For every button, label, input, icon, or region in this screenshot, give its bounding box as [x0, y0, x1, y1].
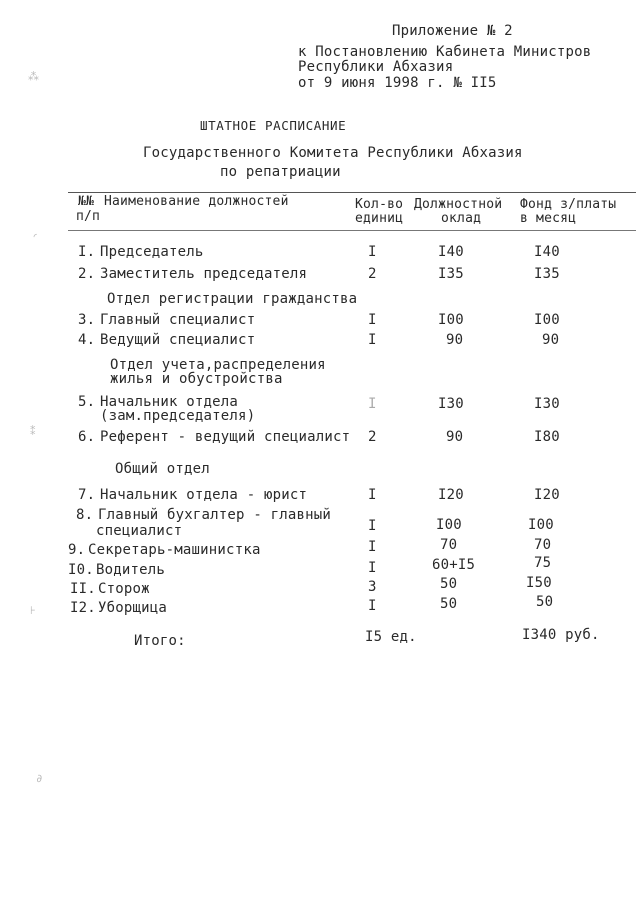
col-header-count-2: единиц	[355, 211, 404, 226]
row-position-name: Заместитель председателя	[100, 266, 308, 282]
document-subtitle-1: Государственного Комитета Республики Абхазия	[143, 145, 523, 161]
row-count: I	[368, 598, 377, 614]
row-position-name: Секретарь-машинистка	[88, 542, 261, 558]
row-salary: I35	[438, 266, 464, 282]
row-fund: I40	[534, 244, 560, 260]
row-salary: 50	[440, 596, 458, 612]
section-heading: жилья и обустройства	[110, 371, 283, 387]
col-header-name: Наименование должностей	[104, 194, 289, 209]
punch-hole-mark: ∂	[36, 772, 43, 785]
row-count: I	[368, 518, 377, 534]
row-number: 6.	[78, 429, 96, 445]
punch-hole-mark: ⊦	[30, 604, 36, 617]
appendix-republic: Республики Абхазия	[298, 59, 454, 75]
row-salary: 60+I5	[432, 557, 476, 573]
row-number: II.	[70, 581, 96, 597]
row-count: I	[368, 332, 377, 348]
row-number: 8.	[76, 507, 94, 523]
row-salary: I00	[436, 517, 462, 533]
row-salary: 90	[446, 332, 464, 348]
col-header-num-1: №№	[78, 194, 95, 209]
row-count: 3	[368, 579, 377, 595]
row-number: 3.	[78, 312, 96, 328]
row-fund: 75	[534, 555, 552, 571]
row-position-name: Ведущий специалист	[100, 332, 256, 348]
row-position-name: Сторож	[98, 581, 150, 597]
header-rule	[68, 192, 636, 193]
row-count: 2	[368, 429, 377, 445]
row-position-name: Референт - ведущий специалист	[100, 429, 351, 445]
total-count: I5 ед.	[365, 629, 417, 645]
row-count: I	[368, 244, 377, 260]
row-salary: I00	[438, 312, 464, 328]
row-fund: I50	[526, 575, 552, 591]
header-bottom-rule	[68, 230, 636, 231]
row-fund: I30	[534, 396, 560, 412]
document-title: ШТАТНОЕ РАСПИСАНИЕ	[200, 118, 347, 133]
row-count: I	[368, 396, 377, 412]
row-number: 4.	[78, 332, 96, 348]
row-salary: 50	[440, 576, 458, 592]
row-fund: I20	[534, 487, 560, 503]
col-header-fund-2: в месяц	[520, 211, 577, 226]
col-header-salary-2: оклад	[441, 211, 482, 226]
punch-hole-mark: ⁂	[28, 70, 39, 83]
col-header-count-1: Кол-во	[355, 197, 404, 212]
row-position-name: Уборщица	[98, 600, 168, 616]
row-number: 2.	[78, 266, 96, 282]
row-number: 7.	[78, 487, 96, 503]
row-fund: I80	[534, 429, 560, 445]
row-number: I0.	[68, 562, 94, 578]
section-heading: Отдел учета,распределения	[110, 357, 326, 373]
row-number: 9.	[68, 542, 86, 558]
section-heading: Общий отдел	[115, 461, 210, 477]
appendix-resolution: к Постановлению Кабинета Министров	[298, 44, 592, 60]
row-fund: I00	[528, 517, 554, 533]
row-fund: I00	[534, 312, 560, 328]
punch-hole-mark: ⁑	[30, 425, 36, 438]
row-number: 5.	[78, 394, 96, 410]
row-position-name: (зам.председателя)	[100, 408, 256, 424]
row-count: I	[368, 312, 377, 328]
row-position-name: Начальник отдела	[100, 394, 239, 410]
row-count: I	[368, 539, 377, 555]
row-position-name: Главный специалист	[100, 312, 256, 328]
total-fund: I340 руб.	[522, 627, 600, 643]
row-number: I.	[78, 244, 96, 260]
row-position-name: Председатель	[100, 244, 204, 260]
row-salary: 90	[446, 429, 464, 445]
row-salary: I20	[438, 487, 464, 503]
row-fund: I35	[534, 266, 560, 282]
col-header-salary-1: Должностной	[414, 197, 503, 212]
document-subtitle-2: по репатриации	[220, 164, 341, 180]
row-position-name: Водитель	[96, 562, 166, 578]
appendix-number: Приложение № 2	[392, 23, 513, 39]
row-position-name: Главный бухгалтер - главный	[98, 507, 331, 523]
appendix-date: от 9 июня 1998 г. № II5	[298, 75, 497, 91]
row-fund: 50	[536, 594, 554, 610]
row-fund: 70	[534, 537, 552, 553]
row-salary: I40	[438, 244, 464, 260]
row-position-name: Начальник отдела - юрист	[100, 487, 308, 503]
row-salary: 70	[440, 537, 458, 553]
row-position-name: специалист	[96, 523, 183, 539]
row-salary: I30	[438, 396, 464, 412]
row-fund: 90	[542, 332, 560, 348]
section-heading: Отдел регистрации гражданства	[107, 291, 358, 307]
total-label: Итого:	[134, 633, 186, 649]
row-count: I	[368, 560, 377, 576]
row-count: 2	[368, 266, 377, 282]
row-number: I2.	[70, 600, 96, 616]
punch-hole-mark: ◜	[32, 230, 39, 243]
row-count: I	[368, 487, 377, 503]
col-header-fund-1: Фонд з/платы	[520, 197, 617, 212]
col-header-num-2: п/п	[76, 209, 101, 224]
